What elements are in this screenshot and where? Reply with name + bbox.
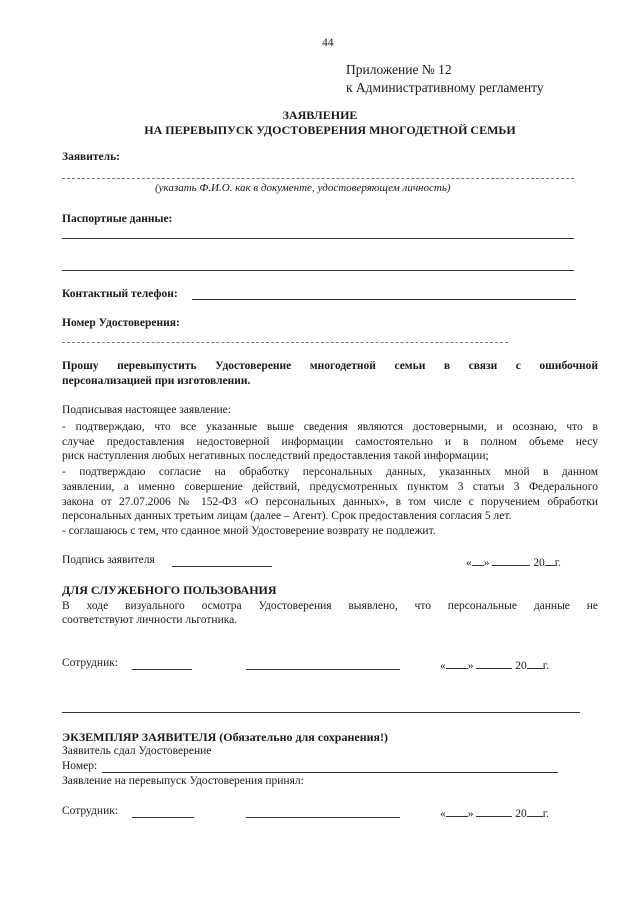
certificate-number-label: Номер Удостоверения: xyxy=(62,317,180,329)
signing-line: - соглашаюсь с тем, что сданное мной Удостоверение возврату не подлежит. xyxy=(62,525,436,537)
appendix-regulation: к Административному регламенту xyxy=(346,80,544,95)
passport-line-2[interactable] xyxy=(62,270,574,271)
year-field[interactable] xyxy=(545,555,555,566)
year-field[interactable] xyxy=(527,658,543,669)
signing-line: - подтверждаю, что все указанные выше сведения являются достоверными, и осознаю, что в xyxy=(62,421,598,433)
official-date: « » 20 г. xyxy=(440,660,550,672)
applicant-label: Заявитель: xyxy=(62,151,120,163)
passport-line-1[interactable] xyxy=(62,238,574,239)
signature-field-line[interactable] xyxy=(172,566,272,567)
signature-label: Подпись заявителя xyxy=(62,554,155,566)
official-text-line-1: В ходе визуального осмотра Удостоверения выявлено, что персональные данные не xyxy=(62,600,598,612)
separator-line xyxy=(62,712,580,713)
copy-employee-signature-line[interactable] xyxy=(246,817,400,818)
applicant-hint: (указать Ф.И.О. как в документе, удостоверяющем личность) xyxy=(155,182,451,194)
official-employee-label: Сотрудник: xyxy=(62,657,119,669)
month-field[interactable] xyxy=(476,806,512,817)
month-field[interactable] xyxy=(492,555,530,566)
signing-line: - подтверждаю согласие на обработку персональных данных, указанных мной в данном xyxy=(62,466,598,478)
phone-label: Контактный телефон: xyxy=(62,288,178,300)
year-field[interactable] xyxy=(527,806,543,817)
copy-employee-name-line[interactable] xyxy=(132,817,194,818)
copy-line-1: Заявитель сдал Удостоверение xyxy=(62,745,212,757)
copy-date: « » 20 г. xyxy=(440,808,550,820)
page-number: 44 xyxy=(322,37,334,49)
applicant-copy-heading: ЭКЗЕМПЛЯР ЗАЯВИТЕЛЯ (Обязательно для сохранения!) xyxy=(62,730,389,744)
day-field[interactable] xyxy=(446,806,468,817)
official-text-line-2: соответствуют личности льготника. xyxy=(62,614,238,626)
signing-line: закона от 27.07.2006 № 152-ФЗ «О персональных данных», в том числе с поручением обработки xyxy=(62,496,598,508)
signing-line: случае предоставления недостоверной информации самостоятельно и в полном объеме несу xyxy=(62,436,598,448)
day-field[interactable] xyxy=(472,555,484,566)
copy-number-label: Номер: xyxy=(62,760,98,772)
official-use-heading: ДЛЯ СЛУЖЕБНОГО ПОЛЬЗОВАНИЯ xyxy=(62,583,277,597)
signature-date: « » 20 г. xyxy=(466,557,562,569)
month-field[interactable] xyxy=(476,658,512,669)
signing-line: заявлении, а именно совершение действий, предусмотренных пунктом 3 статьи 3 Федерального xyxy=(62,481,598,493)
signing-line: персональных данных третьим лицам (далее – Агент). Срок предоставления согласия 5 лет. xyxy=(62,510,512,522)
appendix-number: Приложение № 12 xyxy=(346,62,452,77)
signing-intro: Подписывая настоящее заявление: xyxy=(62,404,231,416)
copy-employee-label: Сотрудник: xyxy=(62,805,119,817)
phone-field-line[interactable] xyxy=(192,299,576,300)
document-subtitle: НА ПЕРЕВЫПУСК УДОСТОВЕРЕНИЯ МНОГОДЕТНОЙ СЕМЬИ xyxy=(144,123,516,137)
document-title: ЗАЯВЛЕНИЕ xyxy=(282,108,358,122)
passport-label: Паспортные данные: xyxy=(62,213,173,225)
official-employee-name-line[interactable] xyxy=(132,669,192,670)
copy-line-3: Заявление на перевыпуск Удостоверения принял: xyxy=(62,775,304,787)
request-text-line-2: персонализацией при изготовлении. xyxy=(62,375,251,387)
copy-number-line[interactable] xyxy=(102,772,558,773)
signing-line: риск наступления любых негативных последствий предоставления такой информации; xyxy=(62,450,489,462)
certificate-number-line[interactable] xyxy=(62,342,508,343)
official-employee-signature-line[interactable] xyxy=(246,669,400,670)
request-text-line-1: Прошу перевыпустить Удостоверение многодетной семьи в связи с ошибочной xyxy=(62,360,598,372)
applicant-name-line[interactable] xyxy=(62,178,574,179)
day-field[interactable] xyxy=(446,658,468,669)
